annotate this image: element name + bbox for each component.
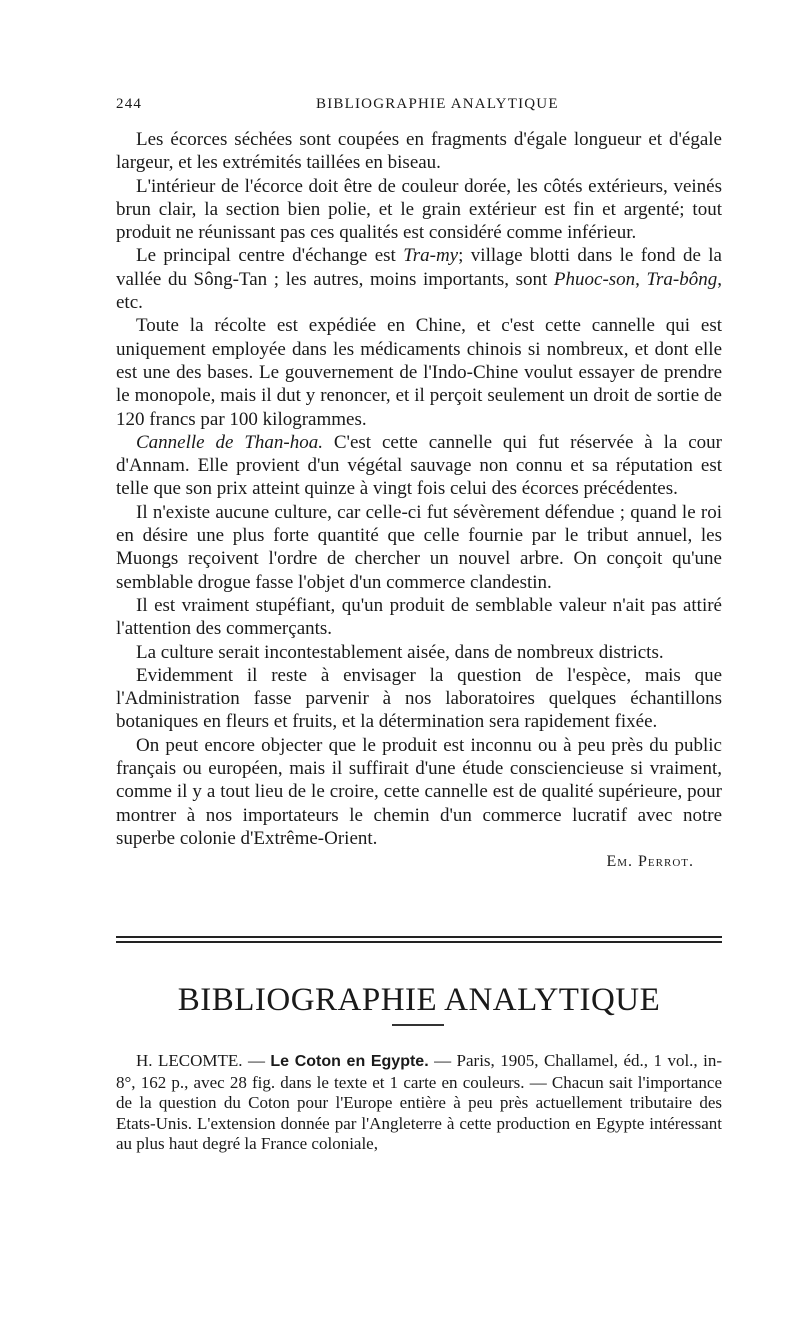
place-name-phuoc-son: Phuoc-son	[553, 268, 636, 290]
book-review	[116, 1051, 722, 1155]
article-body	[116, 128, 722, 873]
paragraph-5	[116, 431, 722, 501]
paragraph-8: La culture serait incontestablement aisée, dans de nombreux districts.	[136, 641, 664, 663]
running-head	[116, 96, 722, 118]
review-text: — Paris, 1905, Challamel, éd., 1 vol., in-8°, 162 p., avec 28 fig. dans le texte et 1 carte en couleurs. — Chacun sait l'importance de la question du Coton pour l'Europe entière à peu près actuellement tributaire des Etats-Unis. L'extension donnée par l'Angleterre à cette production en Egypte intéressant au plus haut degré la France coloniale,	[116, 1051, 722, 1153]
place-name-tra-bong: Tra-bông	[646, 268, 718, 290]
double-rule-divider	[116, 936, 722, 946]
paragraph-10: On peut encore objecter que le produit est inconnu ou à peu près du public français ou européen, mais il suffirait d'une étude consciencieuse si vraiment, comme il y a tout lieu de le croire, cette cannelle est de qualité supérieure, pour montrer à nos importateurs le chemin d'un commerce lucratif avec notre superbe colonie d'Extrême-Orient.	[116, 734, 722, 849]
paragraph-3-text-d: , etc.	[116, 268, 723, 314]
paragraph-2: L'intérieur de l'écorce doit être de couleur dorée, les côtés extérieurs, veinés brun clair, la section bien polie, et le grain extérieur est fin et argenté; tout produit ne réunissant pas ces qualités est considéré comme inférieur.	[116, 175, 722, 244]
paragraph-6: Il n'existe aucune culture, car celle-ci fut sévèrement défendue ; quand le roi en désire une plus forte quantité que celle fournie par le tribut annuel, les Muongs reçoivent l'ordre de chercher un nouvel arbre. On conçoit qu'une semblable drogue fasse l'objet d'un commerce clandestin.	[116, 501, 722, 593]
paragraph-3-text-c: ,	[635, 268, 647, 290]
review-author: H. LECOMTE. —	[136, 1051, 271, 1070]
paragraph-7: Il est vraiment stupéfiant, qu'un produit de semblable valeur n'ait pas attiré l'attention des commerçants.	[116, 594, 722, 640]
paragraph-3-text-b: ; village blotti dans le fond de la vallée du Sông-Tan ; les autres, moins importants, sont	[116, 245, 722, 290]
paragraph-5-text: C'est cette cannelle qui fut réservée à la cour d'Annam. Elle provient d'un végétal sauvage non connu et sa réputation est telle que son prix atteint quinze à vingt fois celui des écorces précédentes.	[116, 431, 722, 500]
cannelle-heading: Cannelle de Than-hoa.	[136, 431, 323, 453]
paragraph-3-text-a: Le principal centre d'échange est	[136, 245, 404, 267]
rule-line-bottom	[116, 941, 722, 943]
paragraph-4: Toute la récolte est expédiée en Chine, et c'est cette cannelle qui est uniquement employée dans les médicaments chinois si nombreux, et dont elle est une des bases. Le gouvernement de l'Indo-Chine voulut essayer de prendre le monopole, mais il dut y renoncer, et il perçoit seulement un droit de sortie de 120 francs par 100 kilogrammes.	[116, 315, 722, 430]
review-book-title: Le Coton en Egypte.	[270, 1053, 429, 1070]
rule-line-top	[116, 936, 722, 938]
paragraph-3	[116, 244, 722, 314]
paragraph-1: Les écorces séchées sont coupées en fragments d'égale longueur et d'égale largeur, et les extrémités taillées en biseau.	[116, 129, 722, 174]
paragraph-9: Evidemment il reste à envisager la question de l'espèce, mais que l'Administration fasse parvenir à nos laboratoires quelques échantillons botaniques en fleurs et fruits, et la détermination sera rapidement fixée.	[116, 664, 722, 733]
place-name-tra-my: Tra-my	[403, 245, 459, 267]
page-number: 244	[116, 96, 143, 112]
running-title: BIBLIOGRAPHIE ANALYTIQUE	[316, 96, 559, 112]
author-signature: Em. Perrot.	[606, 853, 694, 871]
section-title: BIBLIOGRAPHIE ANALYTIQUE	[177, 982, 661, 1018]
section-title-underline	[392, 1024, 444, 1026]
review-paragraph	[116, 1051, 722, 1155]
